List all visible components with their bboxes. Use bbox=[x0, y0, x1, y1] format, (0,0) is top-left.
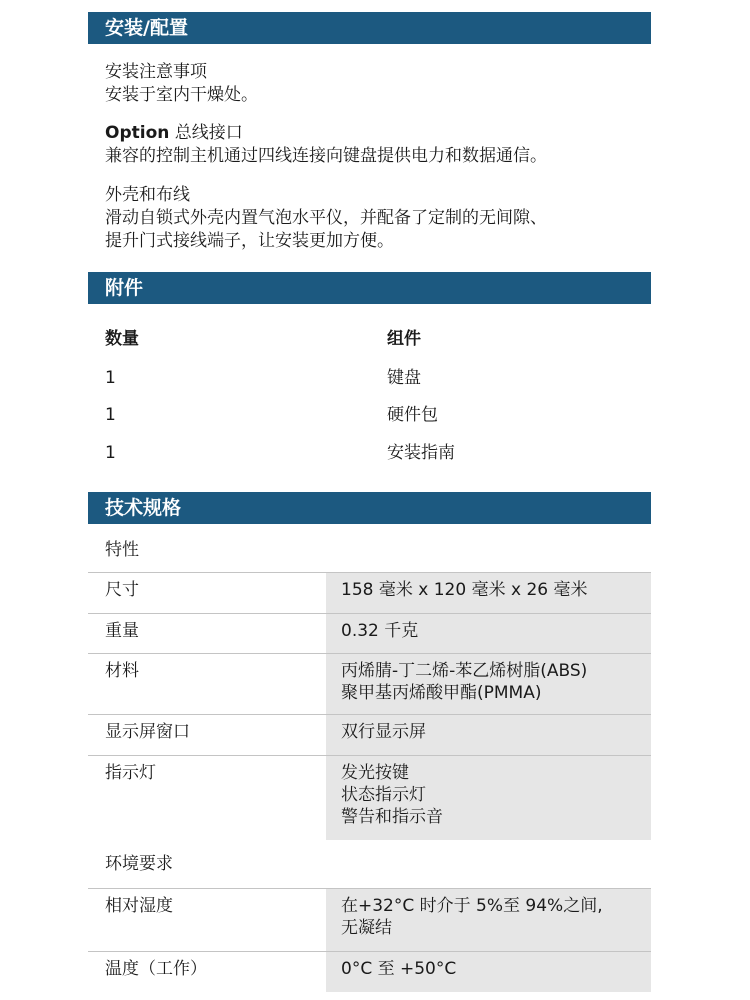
bus-title-cn: 总线接口 bbox=[169, 123, 243, 143]
housing-line-2: 提升门式接线端子，让安装更加方便。 bbox=[105, 231, 394, 251]
bus-interface-text: 兼容的控制主机通过四线连接向键盘提供电力和数据通信。 bbox=[105, 146, 547, 166]
install-notes-text: 安装于室内干燥处。 bbox=[105, 85, 258, 105]
accessory-qty: 1 bbox=[105, 443, 116, 463]
spec-value bbox=[326, 756, 651, 840]
accessory-part: 键盘 bbox=[387, 368, 421, 388]
accessory-qty: 1 bbox=[105, 405, 116, 425]
bus-interface-title bbox=[105, 122, 547, 145]
features-title: 特性 bbox=[105, 540, 139, 560]
spec-value bbox=[326, 573, 651, 613]
spec-value bbox=[326, 952, 651, 992]
section-header-specs: 技术规格 bbox=[88, 492, 651, 524]
spec-value-line: 0.32 千克 bbox=[341, 621, 419, 641]
spec-value-line: 158 毫米 x 120 毫米 x 26 毫米 bbox=[341, 580, 588, 600]
spec-value-line: 在+32°C 时介于 5%至 94%之间, bbox=[341, 896, 603, 916]
spec-label: 指示灯 bbox=[105, 763, 156, 783]
spec-value bbox=[326, 614, 651, 653]
spec-label: 重量 bbox=[105, 621, 139, 641]
spec-label: 相对湿度 bbox=[105, 896, 173, 916]
spec-value-line: 状态指示灯 bbox=[341, 785, 426, 805]
accessories-col-part: 组件 bbox=[387, 329, 421, 349]
spec-value-line: 双行显示屏 bbox=[341, 722, 426, 742]
features-table bbox=[88, 572, 651, 840]
spec-value-line: 丙烯腈-丁二烯-苯乙烯树脂(ABS) bbox=[341, 661, 588, 681]
spec-label: 显示屏窗口 bbox=[105, 722, 190, 742]
env-title: 环境要求 bbox=[105, 854, 173, 874]
accessory-qty: 1 bbox=[105, 368, 116, 388]
spec-value bbox=[326, 715, 651, 755]
spec-row-material bbox=[88, 653, 651, 714]
spec-value-line: 警告和指示音 bbox=[341, 807, 443, 827]
spec-value bbox=[326, 654, 651, 714]
spec-row-temperature bbox=[88, 951, 651, 992]
housing-title: 外壳和布线 bbox=[105, 185, 190, 205]
spec-row-indicators bbox=[88, 755, 651, 840]
install-notes-title: 安装注意事项 bbox=[105, 62, 207, 82]
spec-value-line: 无凝结 bbox=[341, 918, 392, 938]
spec-label: 温度（工作） bbox=[105, 959, 207, 979]
spec-row-dimensions bbox=[88, 572, 651, 613]
accessories-col-qty: 数量 bbox=[105, 329, 139, 349]
spec-value-line: 发光按键 bbox=[341, 763, 409, 783]
spec-row-weight bbox=[88, 613, 651, 653]
spec-value-line: 聚甲基丙烯酸甲酯(PMMA) bbox=[341, 683, 542, 703]
spec-row-humidity bbox=[88, 888, 651, 951]
section-header-install: 安装/配置 bbox=[88, 12, 651, 44]
install-notes bbox=[105, 61, 258, 107]
section-header-accessories: 附件 bbox=[88, 272, 651, 304]
spec-row-display bbox=[88, 714, 651, 755]
spec-value bbox=[326, 889, 651, 951]
bus-title-en: Option bbox=[105, 123, 170, 143]
spec-value-line: 0°C 至 +50°C bbox=[341, 959, 457, 979]
bus-interface bbox=[105, 122, 547, 168]
housing-wiring bbox=[105, 184, 547, 253]
accessory-part: 硬件包 bbox=[387, 405, 438, 425]
spec-label: 尺寸 bbox=[105, 580, 139, 600]
env-table bbox=[88, 888, 651, 992]
spec-label: 材料 bbox=[105, 661, 139, 681]
housing-line-1: 滑动自锁式外壳内置气泡水平仪，并配备了定制的无间隙、 bbox=[105, 208, 547, 228]
accessory-part: 安装指南 bbox=[387, 443, 455, 463]
